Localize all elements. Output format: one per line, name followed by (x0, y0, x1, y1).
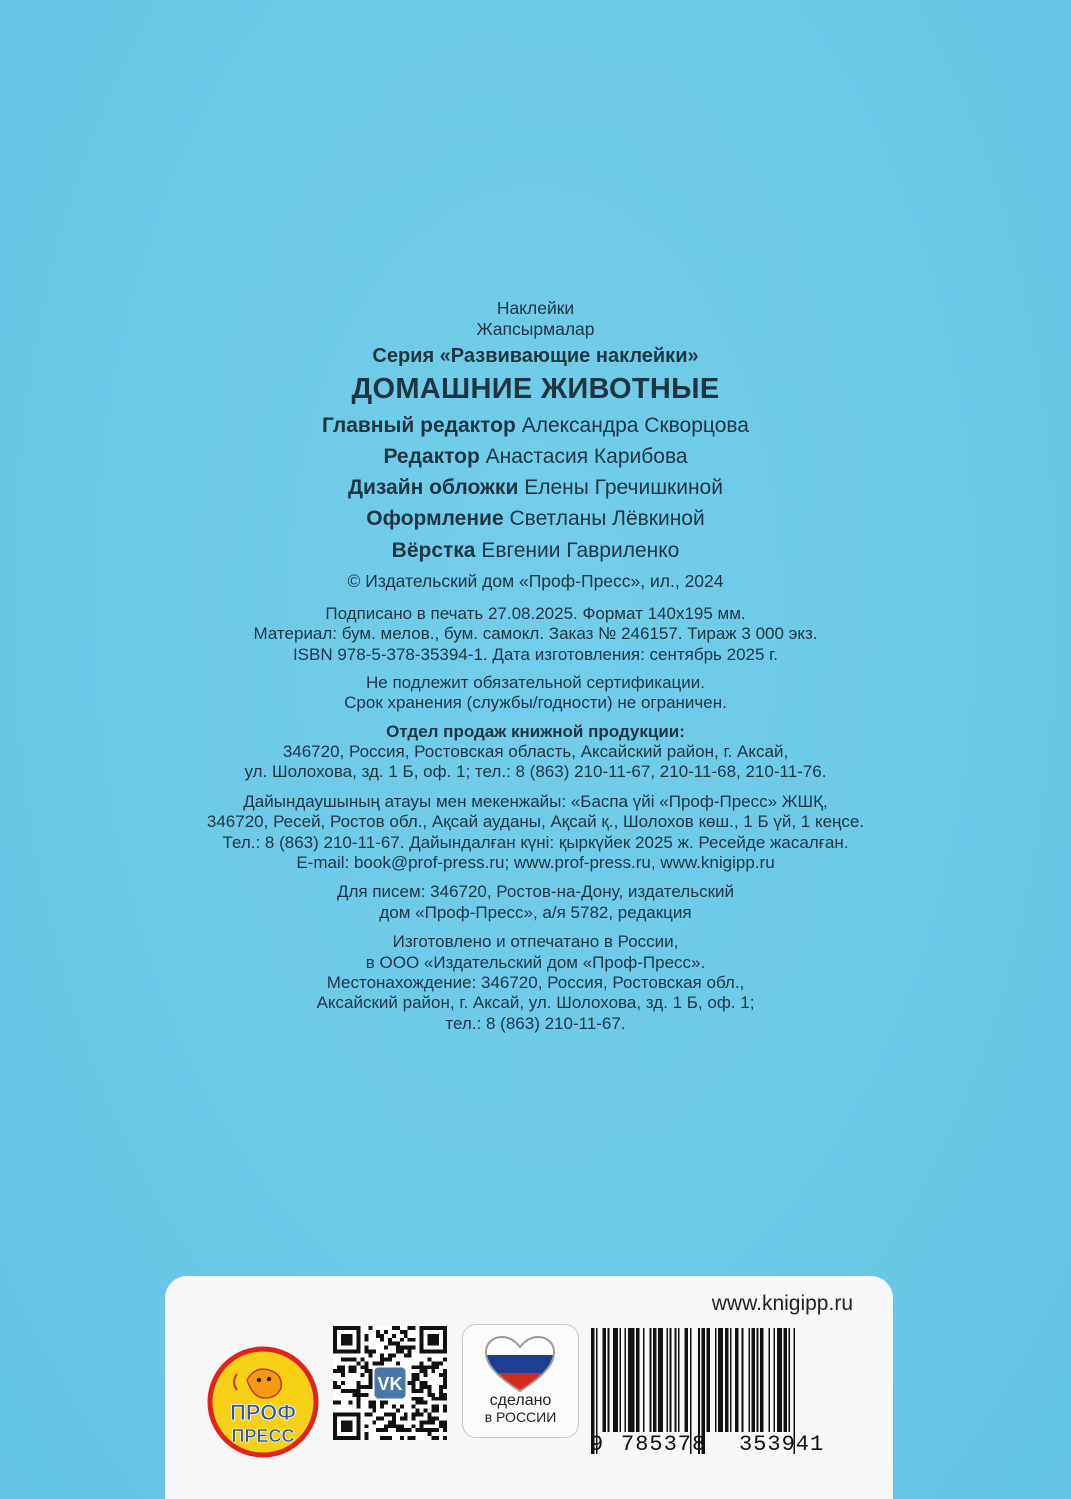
credit-chief-editor (0, 413, 1071, 438)
certification-line: Не подлежит обязательной сертификации. (366, 672, 705, 692)
book-title: ДОМАШНИЕ ЖИВОТНЫЕ (351, 373, 720, 405)
kazakh-info-line: Тел.: 8 (863) 210-11-67. Дайындалған күні: қыркүйек 2025 ж. Ресейде жасалған. (222, 832, 849, 852)
sales-address-line: 346720, Россия, Ростовская область, Аксайский район, г. Аксай, (282, 742, 789, 762)
credit-layout (0, 538, 1071, 563)
qr-code (333, 1326, 447, 1440)
sales-address-line: ул. Шолохова, зд. 1 Б, оф. 1; тел.: 8 (863) 210-11-67, 210-11-68, 210-11-76. (244, 762, 827, 782)
heart-flag-icon (484, 1335, 556, 1393)
credit-editor (0, 444, 1071, 469)
product-type-ru: Наклейки (496, 298, 575, 318)
manufacturer-line: Местонахождение: 346720, Россия, Ростовская обл., (326, 972, 745, 992)
print-info-line: Подписано в печать 27.08.2025. Формат 140х195 мм. (325, 603, 746, 623)
credit-design (0, 506, 1071, 531)
credit-cover-design (0, 475, 1071, 500)
imprint-block (0, 298, 1071, 1034)
copyright-line: © Издательский дом «Проф-Пресс», ил., 2024 (347, 570, 724, 591)
credit-role: Дизайн обложки (348, 476, 519, 500)
site-url: www.knigipp.ru (711, 1292, 853, 1315)
manufacturer-line: Изготовлено и отпечатано в России, (392, 932, 679, 952)
contact-line: E-mail: book@prof-press.ru; www.prof-press.ru, www.knigipp.ru (296, 853, 775, 873)
made-label-top: сделано (489, 1392, 552, 1409)
letters-address-line: дом «Проф-Пресс», а/я 5782, редакция (379, 902, 692, 922)
made-in-russia-badge (462, 1324, 579, 1438)
logo-text-bottom: ПРЕСС (231, 1426, 295, 1446)
credit-role: Главный редактор (322, 413, 516, 437)
barcode-panel (165, 1276, 893, 1499)
kazakh-info-line: 346720, Ресей, Ростов обл., Ақсай ауданы, Ақсай қ., Шолохов көш., 1 Б үй, 1 кеңсе. (206, 812, 865, 832)
made-label-bottom: в РОССИИ (484, 1408, 557, 1425)
credit-person: Елены Гречишкиной (524, 476, 723, 500)
certification-line: Срок хранения (службы/годности) не ограничен. (344, 693, 727, 713)
manufacturer-line: в ООО «Издательский дом «Проф-Пресс». (365, 952, 706, 972)
print-info-line: ISBN 978-5-378-35394-1. Дата изготовления: сентябрь 2025 г. (292, 644, 779, 664)
barcode-digits-group2: 353941 (739, 1432, 825, 1457)
barcode-digit-first: 9 (590, 1432, 605, 1457)
logo-text-top: ПРОФ (229, 1400, 297, 1425)
credit-person: Евгении Гавриленко (481, 538, 680, 562)
credit-person: Александра Скворцова (521, 413, 749, 437)
credit-person: Светланы Лёвкиной (509, 507, 705, 531)
credit-role: Вёрстка (391, 538, 476, 562)
manufacturer-line: тел.: 8 (863) 210-11-67. (445, 1013, 626, 1033)
credit-role: Оформление (366, 507, 504, 531)
barcode-digits-group1: 785378 (621, 1432, 707, 1457)
vk-badge-text: VK (377, 1374, 403, 1395)
product-type-kz: Жапсырмалар (476, 319, 595, 339)
credit-role: Редактор (383, 444, 480, 468)
sales-heading: Отдел продаж книжной продукции: (386, 721, 685, 741)
prof-press-logo (207, 1346, 319, 1458)
letters-address-line: Для писем: 346720, Ростов-на-Дону, издательский (336, 882, 735, 902)
manufacturer-line: Аксайский район, г. Аксай, ул. Шолохова, зд. 1 Б, оф. 1; (316, 993, 755, 1013)
credit-person: Анастасия Карибова (485, 444, 688, 468)
kazakh-info-line: Дайындаушының атауы мен мекенжайы: «Баспа үйі «Проф-Пресс» ЖШҚ, (243, 791, 828, 811)
series-name: Серия «Развивающие наклейки» (372, 345, 699, 367)
print-info-line: Материал: бум. мелов., бум. самокл. Заказ № 246157. Тираж 3 000 экз. (253, 624, 818, 644)
